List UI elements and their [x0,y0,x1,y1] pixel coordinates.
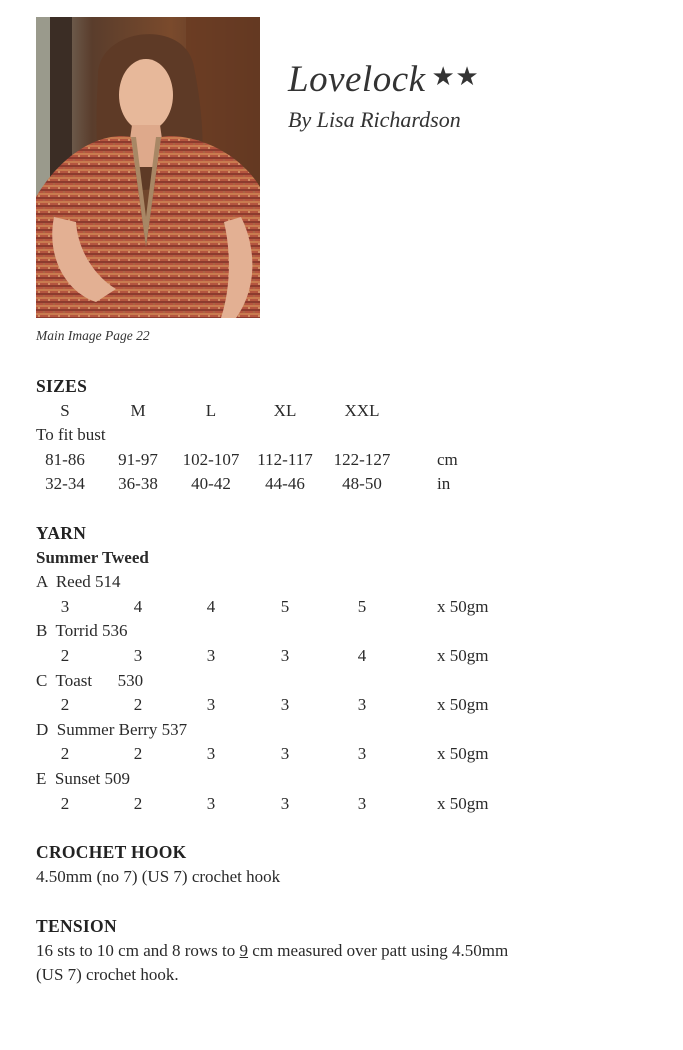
yarn-qty: 3 [280,645,290,665]
size-label: M [130,400,146,420]
size-cm: 102-107 [182,449,240,469]
yarn-qty: 3 [206,695,216,715]
size-in: 44-46 [265,474,305,494]
yarn-unit: x 50gm [437,645,489,665]
yarn-qty: 4 [357,645,367,665]
yarn-qty: 5 [357,596,367,616]
size-cm: 112-117 [257,449,313,469]
tension-text: cm measured over patt using 4.50mm [248,940,509,960]
yarn-quantities-row [36,792,636,817]
yarn-colour-name: A Reed 514 [36,572,121,592]
main-photo [36,17,260,318]
yarn-qty: 2 [133,695,143,715]
cm-unit: cm [437,449,458,469]
size-in: 36-38 [118,474,158,494]
yarn-quantities-row [36,742,636,767]
size-cm: 91-97 [118,449,158,469]
yarn-unit: x 50gm [437,793,489,813]
yarn-section [36,521,636,816]
tension-line-1 [36,939,656,964]
designer-byline: By Lisa Richardson [288,107,461,132]
yarn-unit: x 50gm [437,744,489,764]
yarn-colour-name: D Summer Berry 537 [36,719,188,739]
yarn-qty: 4 [206,596,216,616]
yarn-qty: 3 [357,695,367,715]
size-in: 32-34 [45,474,85,494]
yarn-qty: 3 [280,695,290,715]
sizes-labels-row [36,399,636,424]
yarn-colour-name: C Toast 530 [36,670,144,690]
yarn-qty: 3 [357,793,367,813]
yarn-qty: 3 [60,596,70,616]
tension-rows-cm: 9 [239,940,249,960]
tension-text: 16 sts to 10 cm and 8 rows to [36,940,240,960]
fit-label: To fit bust [36,425,106,445]
hook-heading: CROCHET HOOK [36,842,187,862]
yarn-quantities-row [36,644,636,669]
difficulty-stars: ★★ [431,62,480,91]
size-label: XL [273,400,297,420]
sizes-in-row [36,472,636,497]
size-cm: 122-127 [333,449,391,469]
yarn-qty: 2 [60,793,70,813]
yarn-qty: 3 [280,793,290,813]
yarn-qty: 4 [133,596,143,616]
sizes-heading: SIZES [36,376,88,396]
yarn-qty: 3 [206,744,216,764]
yarn-unit: x 50gm [437,695,489,715]
image-caption: Main Image Page 22 [36,328,150,343]
size-cm: 81-86 [45,449,85,469]
size-label: L [205,400,217,420]
yarn-quantities-row [36,693,636,718]
sizes-cm-row [36,448,636,473]
yarn-type: Summer Tweed [36,547,149,567]
yarn-qty: 3 [357,744,367,764]
yarn-quantities-row [36,595,636,620]
yarn-qty: 5 [280,596,290,616]
yarn-qty: 3 [206,645,216,665]
yarn-colour-name: B Torrid 536 [36,621,128,641]
yarn-qty: 3 [280,744,290,764]
yarn-colour-name: E Sunset 509 [36,768,130,788]
yarn-qty: 3 [133,645,143,665]
tension-section [36,914,656,988]
hook-text: 4.50mm (no 7) (US 7) crochet hook [36,866,281,886]
hook-section [36,840,636,889]
size-label: XXL [344,400,380,420]
tension-line-2: (US 7) crochet hook. [36,965,179,985]
model-photo-illustration [36,17,260,318]
yarn-qty: 2 [60,695,70,715]
sizes-section [36,374,636,497]
pattern-title-text: Lovelock [288,59,426,100]
yarn-heading: YARN [36,523,87,543]
yarn-unit: x 50gm [437,596,489,616]
size-label: S [60,400,70,420]
size-in: 48-50 [342,474,382,494]
yarn-qty: 2 [133,793,143,813]
in-unit: in [437,474,451,494]
tension-heading: TENSION [36,916,117,936]
yarn-qty: 3 [206,793,216,813]
yarn-qty: 2 [60,645,70,665]
size-in: 40-42 [191,474,231,494]
yarn-qty: 2 [60,744,70,764]
yarn-qty: 2 [133,744,143,764]
pattern-title [288,58,479,101]
